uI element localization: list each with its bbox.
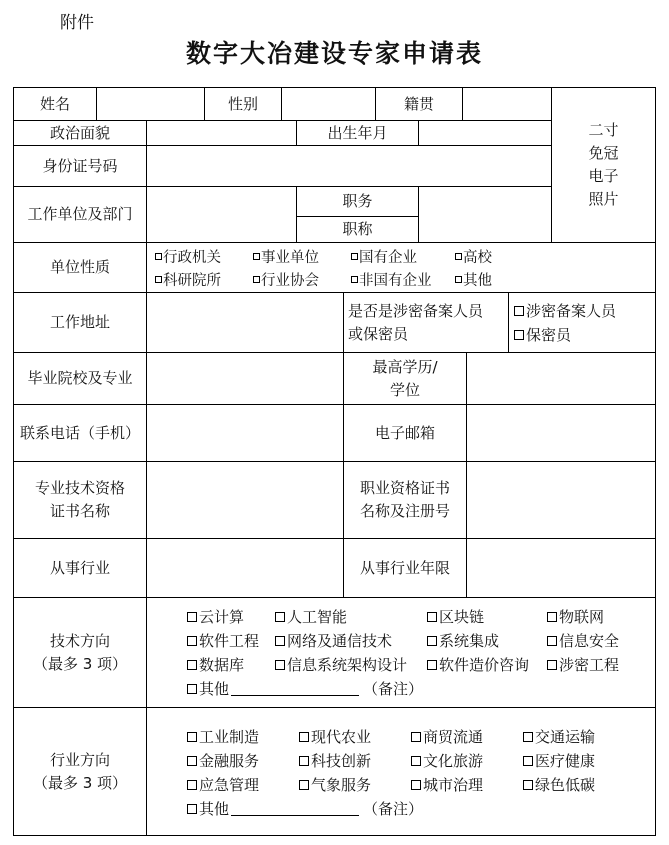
- checkbox-icon: [299, 732, 309, 742]
- note-label: （备注）: [363, 680, 424, 698]
- photo-placeholder[interactable]: [552, 88, 655, 242]
- tech-direction-line: （最多 3 项）: [32, 654, 128, 673]
- industry-direction-line: 行业方向: [49, 750, 110, 769]
- checkbox-icon: [155, 253, 162, 260]
- checkbox-icon: [187, 756, 197, 766]
- industry-option[interactable]: [299, 726, 371, 747]
- highest-degree-line: 学位: [389, 380, 420, 399]
- tech-option[interactable]: [187, 630, 259, 651]
- option-label: 行业协会: [261, 273, 319, 289]
- industry-option[interactable]: [411, 750, 483, 771]
- gender-label: 性别: [227, 94, 258, 113]
- option-label: 国有企业: [359, 250, 417, 266]
- industry-option[interactable]: [187, 774, 259, 795]
- option-label: 软件造价咨询: [439, 656, 530, 674]
- classified-question-line: 或保密员: [348, 324, 409, 343]
- prof-cert-field[interactable]: [467, 462, 655, 538]
- grid-line: [508, 292, 509, 353]
- industry-label: 从事行业: [49, 558, 110, 577]
- graduate-school-field[interactable]: [147, 353, 343, 404]
- checkbox-icon: [351, 253, 358, 260]
- unit-type-option[interactable]: [155, 269, 221, 290]
- gender-field[interactable]: [282, 88, 375, 120]
- industry-option[interactable]: [411, 726, 483, 747]
- note-label: （备注）: [363, 800, 424, 818]
- option-label: 数据库: [199, 656, 245, 674]
- option-label: 涉密工程: [559, 656, 620, 674]
- industry-option[interactable]: [523, 774, 595, 795]
- option-label: 系统集成: [439, 632, 500, 650]
- checkbox-icon: [411, 732, 421, 742]
- industry-option[interactable]: [187, 750, 259, 771]
- checkbox-icon: [411, 780, 421, 790]
- tech-cert-line: 证书名称: [49, 502, 110, 520]
- checkbox-icon: [427, 660, 437, 670]
- option-label: 涉密备案人员: [526, 302, 617, 320]
- option-label: 区块链: [439, 608, 485, 626]
- unit-type-option[interactable]: [351, 246, 417, 267]
- position-label: 职务: [342, 192, 373, 210]
- checkbox-icon: [187, 684, 197, 694]
- option-label: 气象服务: [311, 776, 372, 794]
- option-label: 商贸流通: [423, 728, 484, 746]
- option-label: 软件工程: [199, 632, 260, 650]
- industry-direction-label: [14, 708, 146, 835]
- phone-field[interactable]: [147, 405, 343, 461]
- unit-type-option[interactable]: [253, 269, 319, 290]
- work-address-field[interactable]: [147, 293, 343, 352]
- checkbox-icon: [187, 732, 197, 742]
- tech-option[interactable]: [547, 654, 619, 675]
- work-unit-label: 工作单位及部门: [27, 205, 133, 223]
- tech-cert-field[interactable]: [147, 462, 343, 538]
- photo-text-line: 照片: [588, 190, 619, 208]
- industry-option[interactable]: [299, 774, 371, 795]
- email-label: 电子邮箱: [374, 423, 435, 442]
- job-title-label: 职称: [342, 220, 373, 238]
- option-label: 文化旅游: [423, 752, 484, 770]
- checkbox-icon: [547, 660, 557, 670]
- birth-date-label: 出生年月: [327, 123, 388, 142]
- classified-question: [344, 293, 508, 352]
- attachment-label: 附件: [60, 13, 94, 33]
- option-label: 科研院所: [163, 273, 221, 289]
- option-label: 事业单位: [261, 250, 319, 266]
- checkbox-icon: [523, 780, 533, 790]
- industry-option[interactable]: [523, 750, 595, 771]
- tech-option[interactable]: [427, 630, 499, 651]
- tech-option[interactable]: [547, 606, 604, 627]
- graduate-school-label: 毕业院校及专业: [27, 369, 133, 387]
- unit-type-option[interactable]: [455, 246, 492, 267]
- tech-option[interactable]: [275, 630, 392, 651]
- work-address-label: 工作地址: [49, 313, 110, 331]
- unit-type-option[interactable]: [455, 269, 492, 290]
- option-label: 科技创新: [311, 752, 372, 770]
- birth-date-field[interactable]: [419, 121, 551, 145]
- classified-question-line: 是否是涉密备案人员: [348, 301, 484, 320]
- option-label: 网络及通信技术: [287, 632, 393, 650]
- unit-type-label: 单位性质: [49, 258, 110, 276]
- native-place-label: 籍贯: [403, 94, 434, 113]
- option-label: 行政机关: [163, 250, 221, 266]
- tech-direction-label: [14, 598, 146, 707]
- political-status-field[interactable]: [147, 121, 296, 145]
- checkbox-icon: [411, 756, 421, 766]
- name-label: 姓名: [39, 94, 70, 113]
- phone-label: 联系电话（手机）: [19, 423, 140, 442]
- checkbox-icon: [187, 612, 197, 622]
- other-input-line[interactable]: [231, 801, 359, 816]
- work-unit-field[interactable]: [147, 187, 296, 242]
- tech-direction-line: 技术方向: [49, 631, 110, 650]
- tech-other-option[interactable]: [187, 678, 423, 699]
- checkbox-icon: [427, 636, 437, 646]
- option-label: 其他: [199, 800, 230, 818]
- checkbox-icon: [187, 780, 197, 790]
- unit-type-option[interactable]: [155, 246, 221, 267]
- option-label: 保密员: [526, 326, 572, 344]
- option-label: 工业制造: [199, 728, 260, 746]
- unit-type-option[interactable]: [351, 269, 432, 290]
- option-label: 物联网: [559, 608, 605, 626]
- tech-cert-label: [14, 462, 146, 538]
- checkbox-icon: [187, 636, 197, 646]
- option-label: 城市治理: [423, 776, 484, 794]
- checkbox-icon: [523, 756, 533, 766]
- native-place-field[interactable]: [463, 88, 551, 120]
- prof-cert-line: 名称及注册号: [359, 502, 450, 520]
- tech-option[interactable]: [275, 654, 407, 675]
- classified-option[interactable]: [514, 300, 616, 321]
- option-label: 人工智能: [287, 608, 348, 626]
- checkbox-icon: [547, 636, 557, 646]
- classified-option[interactable]: [514, 324, 571, 345]
- political-status-label: 政治面貌: [49, 123, 110, 142]
- option-label: 信息安全: [559, 632, 620, 650]
- id-number-field[interactable]: [147, 146, 551, 186]
- prof-cert-line: 职业资格证书: [359, 479, 450, 497]
- option-label: 绿色低碳: [535, 776, 596, 794]
- checkbox-icon: [275, 660, 285, 670]
- tech-option[interactable]: [275, 606, 347, 627]
- industry-years-field[interactable]: [467, 539, 655, 597]
- prof-cert-label: [344, 462, 466, 538]
- checkbox-icon: [253, 276, 260, 283]
- id-number-label: 身份证号码: [42, 156, 118, 175]
- photo-text-line: 电子: [588, 167, 619, 185]
- checkbox-icon: [427, 612, 437, 622]
- checkbox-icon: [187, 660, 197, 670]
- highest-degree-label: [344, 353, 466, 404]
- industry-option[interactable]: [523, 726, 595, 747]
- tech-option[interactable]: [547, 630, 619, 651]
- photo-text-line: 二寸: [588, 121, 619, 139]
- industry-years-label: 从事行业年限: [359, 558, 450, 577]
- other-input-line[interactable]: [231, 681, 359, 696]
- name-field[interactable]: [97, 88, 204, 120]
- highest-degree-line: 最高学历/: [372, 357, 438, 376]
- industry-field[interactable]: [147, 539, 343, 597]
- option-label: 现代农业: [311, 728, 372, 746]
- option-label: 其他: [199, 680, 230, 698]
- checkbox-icon: [187, 804, 197, 814]
- unit-type-option[interactable]: [253, 246, 319, 267]
- industry-direction-line: （最多 3 项）: [32, 773, 128, 792]
- highest-degree-field[interactable]: [467, 353, 655, 404]
- option-label: 交通运输: [535, 728, 596, 746]
- checkbox-icon: [455, 253, 462, 260]
- form-title: 数字大冶建设专家申请表: [185, 39, 483, 68]
- industry-option[interactable]: [187, 726, 259, 747]
- option-label: 其他: [463, 273, 492, 289]
- checkbox-icon: [275, 612, 285, 622]
- option-label: 云计算: [199, 608, 245, 626]
- tech-option[interactable]: [427, 654, 529, 675]
- option-label: 信息系统架构设计: [287, 656, 408, 674]
- checkbox-icon: [299, 780, 309, 790]
- tech-cert-line: 专业技术资格: [34, 479, 125, 497]
- email-field[interactable]: [467, 405, 655, 461]
- checkbox-icon: [351, 276, 358, 283]
- tech-option[interactable]: [187, 654, 244, 675]
- checkbox-icon: [523, 732, 533, 742]
- checkbox-icon: [547, 612, 557, 622]
- position-title-field[interactable]: [419, 187, 551, 242]
- checkbox-icon: [253, 253, 260, 260]
- option-label: 金融服务: [199, 752, 260, 770]
- option-label: 医疗健康: [535, 752, 596, 770]
- industry-option[interactable]: [299, 750, 371, 771]
- checkbox-icon: [514, 306, 524, 316]
- option-label: 应急管理: [199, 776, 260, 794]
- option-label: 高校: [463, 250, 492, 266]
- checkbox-icon: [455, 276, 462, 283]
- checkbox-icon: [275, 636, 285, 646]
- grid-line: [13, 835, 656, 836]
- checkbox-icon: [155, 276, 162, 283]
- tech-option[interactable]: [187, 606, 244, 627]
- industry-other-option[interactable]: [187, 798, 423, 819]
- option-label: 非国有企业: [359, 273, 432, 289]
- photo-text-line: 免冠: [588, 144, 619, 162]
- industry-option[interactable]: [411, 774, 483, 795]
- checkbox-icon: [299, 756, 309, 766]
- tech-option[interactable]: [427, 606, 484, 627]
- checkbox-icon: [514, 330, 524, 340]
